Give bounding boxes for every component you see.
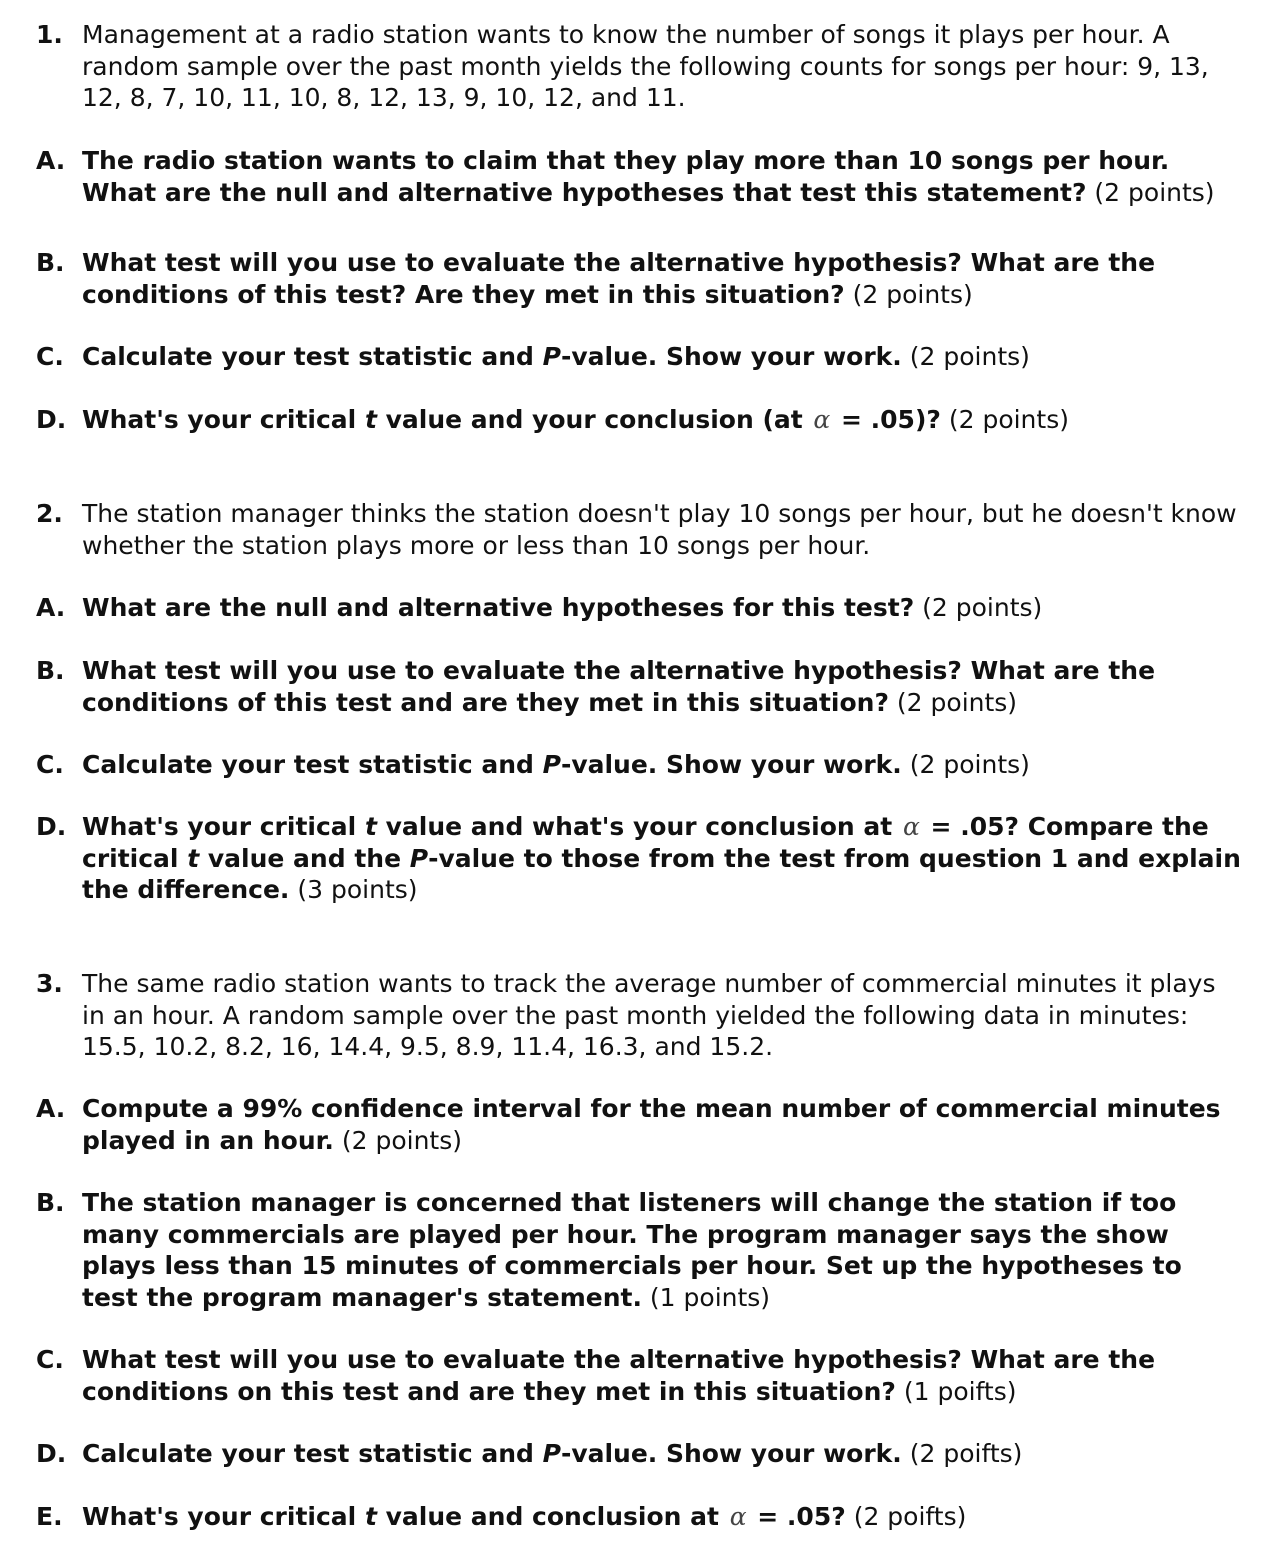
question-3-part-d — [36, 1438, 1246, 1470]
part-text: Calculate your test statistic and — [82, 1439, 543, 1468]
part-letter: C. — [36, 342, 64, 371]
part-text: -value. Show your work. — [560, 1439, 902, 1468]
question-2-part-a — [36, 592, 1246, 624]
points-label: (1 poifts) — [903, 1376, 1017, 1406]
question-text: The station manager thinks the station doesn't play 10 songs per hour, but he doesn't know whether the station plays more or less than 10 songs per hour. — [82, 499, 1237, 560]
part-text: -value. Show your work. — [560, 342, 902, 371]
part-text: What are the null and alternative hypotheses for this test? — [82, 593, 915, 622]
alpha-symbol: α — [729, 1502, 747, 1531]
part-letter: B. — [36, 656, 65, 685]
part-letter: D. — [36, 1439, 67, 1468]
points-label: (2 poifts) — [853, 1502, 967, 1531]
part-text: -value to those from the test from question 1 and explain the difference. — [82, 843, 1241, 904]
part-text: value and the — [199, 843, 410, 873]
question-number: 2. — [36, 499, 63, 528]
p-symbol: P — [542, 1439, 561, 1468]
question-2-part-b — [36, 655, 1246, 718]
part-letter: B. — [36, 248, 65, 277]
part-text: = .05? — [748, 1502, 846, 1531]
part-text: What test will you use to evaluate the alternative hypothesis? What are the conditions of this test and are they met in this situation? — [82, 656, 1156, 717]
points-label: (2 points) — [909, 342, 1030, 371]
part-text: What test will you use to evaluate the alternative hypothesis? What are the conditions of this test? Are they met in this situation? — [82, 248, 1156, 309]
points-label: (2 points) — [852, 279, 973, 309]
t-symbol: t — [364, 812, 377, 841]
t-symbol: t — [364, 1502, 377, 1531]
part-text: value and what's your conclusion at — [376, 812, 901, 841]
part-letter: E. — [36, 1502, 63, 1531]
part-letter: B. — [36, 1188, 65, 1217]
part-text: The radio station wants to claim that they play more than 10 songs per hour. What are the null and alternative hypotheses that test this statement? — [82, 146, 1170, 207]
alpha-symbol: α — [813, 405, 831, 434]
question-number: 3. — [36, 969, 63, 998]
points-label: (2 points) — [948, 405, 1069, 434]
part-text: What's your critical — [82, 1502, 365, 1531]
points-label: (3 points) — [297, 875, 418, 904]
part-text: What's your critical — [82, 405, 365, 434]
question-1-part-d — [36, 404, 1246, 436]
question-3-part-e — [36, 1501, 1246, 1533]
t-symbol: t — [187, 843, 200, 873]
part-letter: A. — [36, 593, 66, 622]
points-label: (2 points) — [896, 687, 1018, 717]
part-letter: D. — [36, 812, 67, 841]
p-symbol: P — [542, 342, 561, 371]
part-text: What's your critical — [82, 812, 365, 841]
alpha-symbol: α — [902, 812, 920, 841]
question-1-part-a — [36, 145, 1246, 208]
part-text: value and conclusion at — [376, 1502, 728, 1531]
points-label: (2 points) — [909, 750, 1030, 779]
question-1-part-c — [36, 341, 1246, 373]
part-text: Compute a 99% confidence interval for the mean number of commercial minutes played in an hour. — [82, 1094, 1221, 1155]
part-letter: A. — [36, 146, 66, 175]
question-text: The same radio station wants to track the average number of commercial minutes it plays in an hour. A random sample over the past month yielded the following data in minutes: 15.5, 10.2, 8.2, 16, 14.4, 9.5, 8.9, 11.4, 16.3, and 15.2. — [82, 969, 1216, 1061]
question-1-part-b — [36, 247, 1246, 310]
part-letter: C. — [36, 750, 64, 779]
points-label: (2 poifts) — [909, 1439, 1023, 1468]
points-label: (2 points) — [922, 593, 1043, 622]
part-letter: D. — [36, 405, 67, 434]
part-text: Calculate your test statistic and — [82, 342, 543, 371]
part-text: = .05)? — [832, 405, 941, 434]
question-3-part-c — [36, 1344, 1246, 1407]
p-symbol: P — [409, 843, 429, 873]
question-2-part-d — [36, 811, 1246, 906]
question-2-part-c — [36, 749, 1246, 781]
t-symbol: t — [364, 405, 377, 434]
part-letter: C. — [36, 1345, 64, 1374]
question-text: Management at a radio station wants to know the number of songs it plays per hour. A random sample over the past month yields the following counts for songs per hour: 9, 13, 12, 8, 7, 10, 11, 10, 8, 12, 13, 9, 10, 12, and 11. — [82, 20, 1209, 112]
part-text: The station manager is concerned that listeners will change the station if too many commercials are played per hour. The program manager says the show plays less than 15 minutes of commercials per hour. Set up the hypotheses to test the program manager's statement. — [82, 1188, 1182, 1312]
question-1 — [36, 19, 1246, 114]
part-text: value and your conclusion (at — [376, 405, 812, 434]
question-number: 1. — [36, 20, 63, 49]
points-label: (2 points) — [341, 1125, 463, 1155]
question-2 — [36, 498, 1246, 561]
points-label: (1 points) — [649, 1282, 771, 1312]
part-text: Calculate your test statistic and — [82, 750, 543, 779]
points-label: (2 points) — [1094, 177, 1215, 207]
part-text: What test will you use to evaluate the alternative hypothesis? What are the conditions on this test and are they met in this situation? — [82, 1345, 1156, 1406]
part-text: -value. Show your work. — [560, 750, 902, 779]
question-3 — [36, 968, 1246, 1063]
p-symbol: P — [542, 750, 561, 779]
question-3-part-b — [36, 1187, 1246, 1313]
question-3-part-a — [36, 1093, 1246, 1156]
part-letter: A. — [36, 1094, 66, 1123]
part-text: = .05? Compare the critical — [82, 812, 1209, 873]
